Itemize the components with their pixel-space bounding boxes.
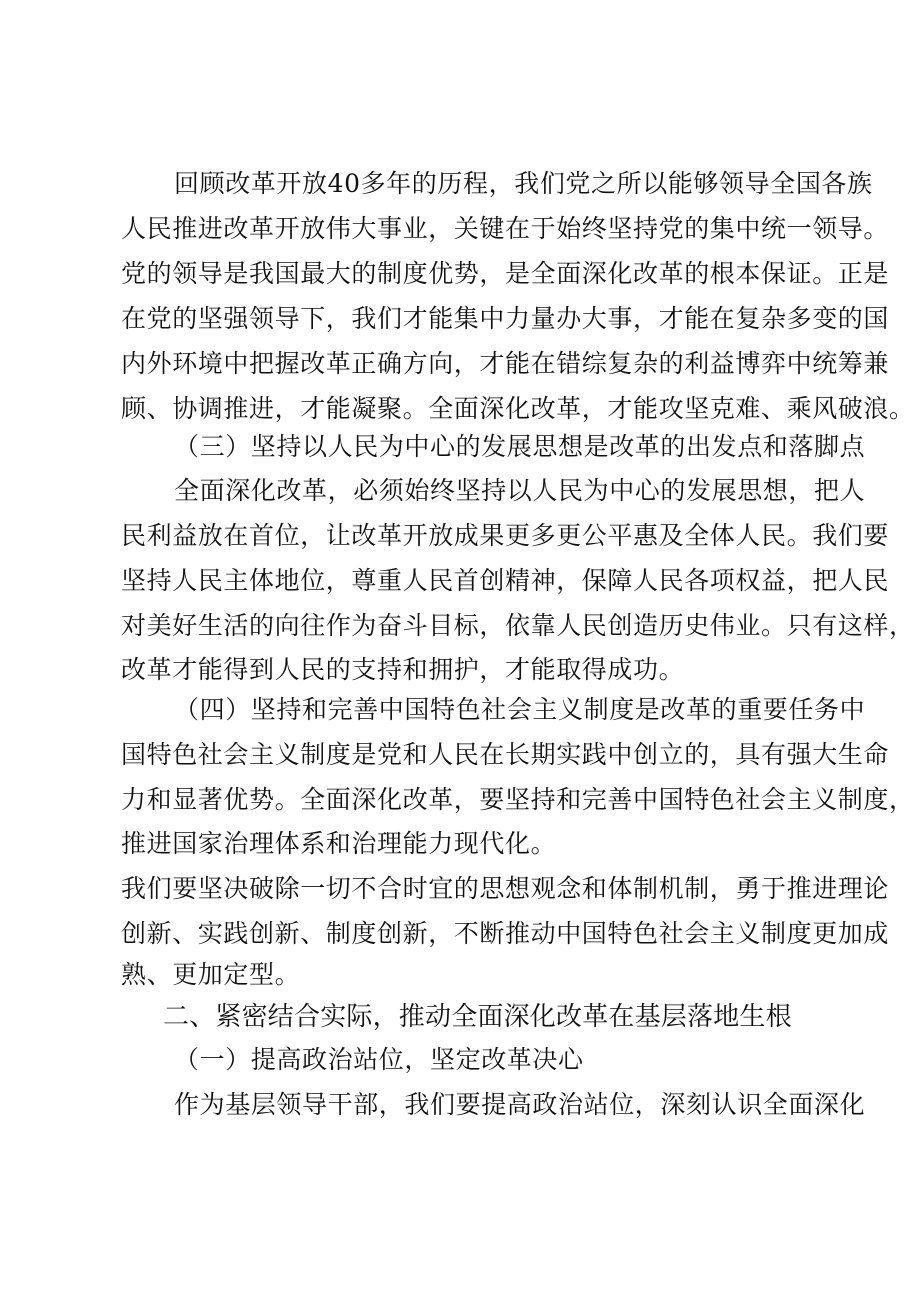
subsection-1-heading: （一）提高政治站位，坚定改革决心 xyxy=(174,1045,584,1074)
paragraph-1-line-3: 党的领导是我国最大的制度优势，是全面深化改革的根本保证。正是 xyxy=(121,259,890,288)
paragraph-3-line-2: 国特色社会主义制度是党和人民在长期实践中创立的，具有强大生命 xyxy=(121,740,890,769)
paragraph-1-line-6: 顾、协调推进，才能凝聚。全面深化改革，才能攻坚克难、乘风破浪。 xyxy=(121,394,915,423)
paragraph-1-line-5: 内外环境中把握改革正确方向，才能在错综复杂的利益博弈中统筹兼 xyxy=(121,349,890,378)
paragraph-2-line-3: 坚持人民主体地位，尊重人民首创精神，保障人民各项权益，把人民 xyxy=(121,566,890,595)
paragraph-1-line-4: 在党的坚强领导下，我们才能集中力量办大事，才能在复杂多变的国 xyxy=(121,304,890,333)
paragraph-2-line-2: 民利益放在首位，让改革开放成果更多更公平惠及全体人民。我们要 xyxy=(121,521,890,550)
paragraph-4-line-1: 我们要坚决破除一切不合时宜的思想观念和体制机制，勇于推进理论 xyxy=(121,874,890,903)
paragraph-1-line-1: 回顾改革开放40多年的历程，我们党之所以能够领导全国各族 xyxy=(174,169,873,198)
paragraph-2-line-4: 对美好生活的向往作为奋斗目标，依靠人民创造历史伟业。只有这样， xyxy=(121,611,915,640)
paragraph-4-line-3: 熟、更加定型。 xyxy=(121,960,301,989)
section-heading: 二、紧密结合实际，推动全面深化改革在基层落地生根 xyxy=(163,1002,792,1032)
paragraph-3-line-4: 推进国家治理体系和治理能力现代化。 xyxy=(121,829,557,858)
paragraph-3-line-3: 力和显著优势。全面深化改革，要坚持和完善中国特色社会主义制度， xyxy=(121,785,915,814)
paragraph-2-line-1: 全面深化改革，必须始终坚持以人民为中心的发展思想，把人 xyxy=(174,476,866,505)
paragraph-3-line-1: （四）坚持和完善中国特色社会主义制度是改革的重要任务中 xyxy=(174,695,866,724)
paragraph-4-line-2: 创新、实践创新、制度创新，不断推动中国特色社会主义制度更加成 xyxy=(121,919,890,948)
subsection-3-heading: （三）坚持以人民为中心的发展思想是改革的出发点和落脚点 xyxy=(174,432,866,461)
paragraph-2-line-5: 改革才能得到人民的支持和拥护，才能取得成功。 xyxy=(121,655,685,684)
paragraph-5-line-1: 作为基层领导干部，我们要提高政治站位，深刻认识全面深化 xyxy=(174,1090,866,1119)
paragraph-1-line-2: 人民推进改革开放伟大事业，关键在于始终坚持党的集中统一领导。 xyxy=(121,214,890,243)
